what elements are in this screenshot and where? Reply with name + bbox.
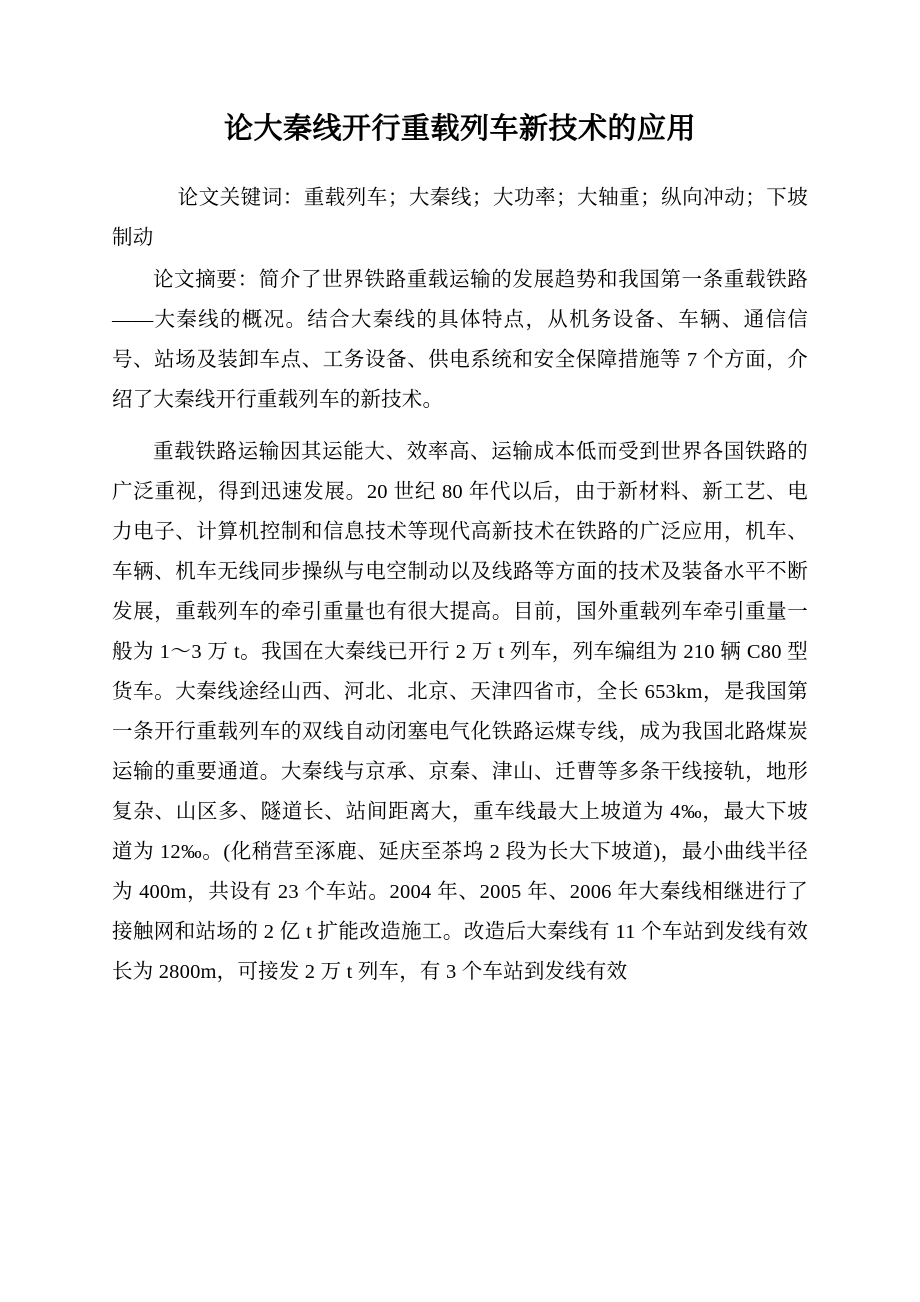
abstract-paragraph: 论文摘要：简介了世界铁路重载运输的发展趋势和我国第一条重载铁路——大秦线的概况。结合大秦线的具体特点，从机务设备、车辆、通信信号、站场及装卸车点、工务设备、供电系统和安全保障措施等 7 个方面，介绍了大秦线开行重载列车的新技术。 (112, 269, 808, 411)
keywords-paragraph: 论文关键词：重载列车；大秦线；大功率；大轴重；纵向冲动；下坡制动 (112, 187, 808, 250)
body-paragraph-1: 重载铁路运输因其运能大、效率高、运输成本低而受到世界各国铁路的广泛重视，得到迅速发展。20 世纪 80 年代以后，由于新材料、新工艺、电力电子、计算机控制和信息技术等现代高新技术在铁路的广泛应用，机车、车辆、机车无线同步操纵与电空制动以及线路等方面的技术及装备水平不断发展，重载列车的牵引重量也有很大提高。目前，国外重载列车牵引重量一般为 1～3 万 t。我国在大秦线已开行 2 万 t 列车，列车编组为 210 辆 C80 型货车。大秦线途经山西、河北、北京、天津四省市，全长 653km，是我国第一条开行重载列车的双线自动闭塞电气化铁路运煤专线，成为我国北路煤炭运输的重要通道。大秦线与京承、京秦、津山、迁曹等多条干线接轨，地形复杂、山区多、隧道长、站间距离大，重车线最大上坡道为 4‰，最大下坡道为 12‰。(化稍营至涿鹿、延庆至茶坞 2 段为长大下坡道)，最小曲线半径为 400m，共设有 23 个车站。2004 年、2005 年、2006 年大秦线相继进行了接触网和站场的 2 亿 t 扩能改造施工。改造后大秦线有 11 个车站到发线有效长为 2800m，可接发 2 万 t 列车，有 3 个车站到发线有效 (112, 440, 808, 983)
page-title: 论大秦线开行重载列车新技术的应用 (223, 113, 696, 145)
